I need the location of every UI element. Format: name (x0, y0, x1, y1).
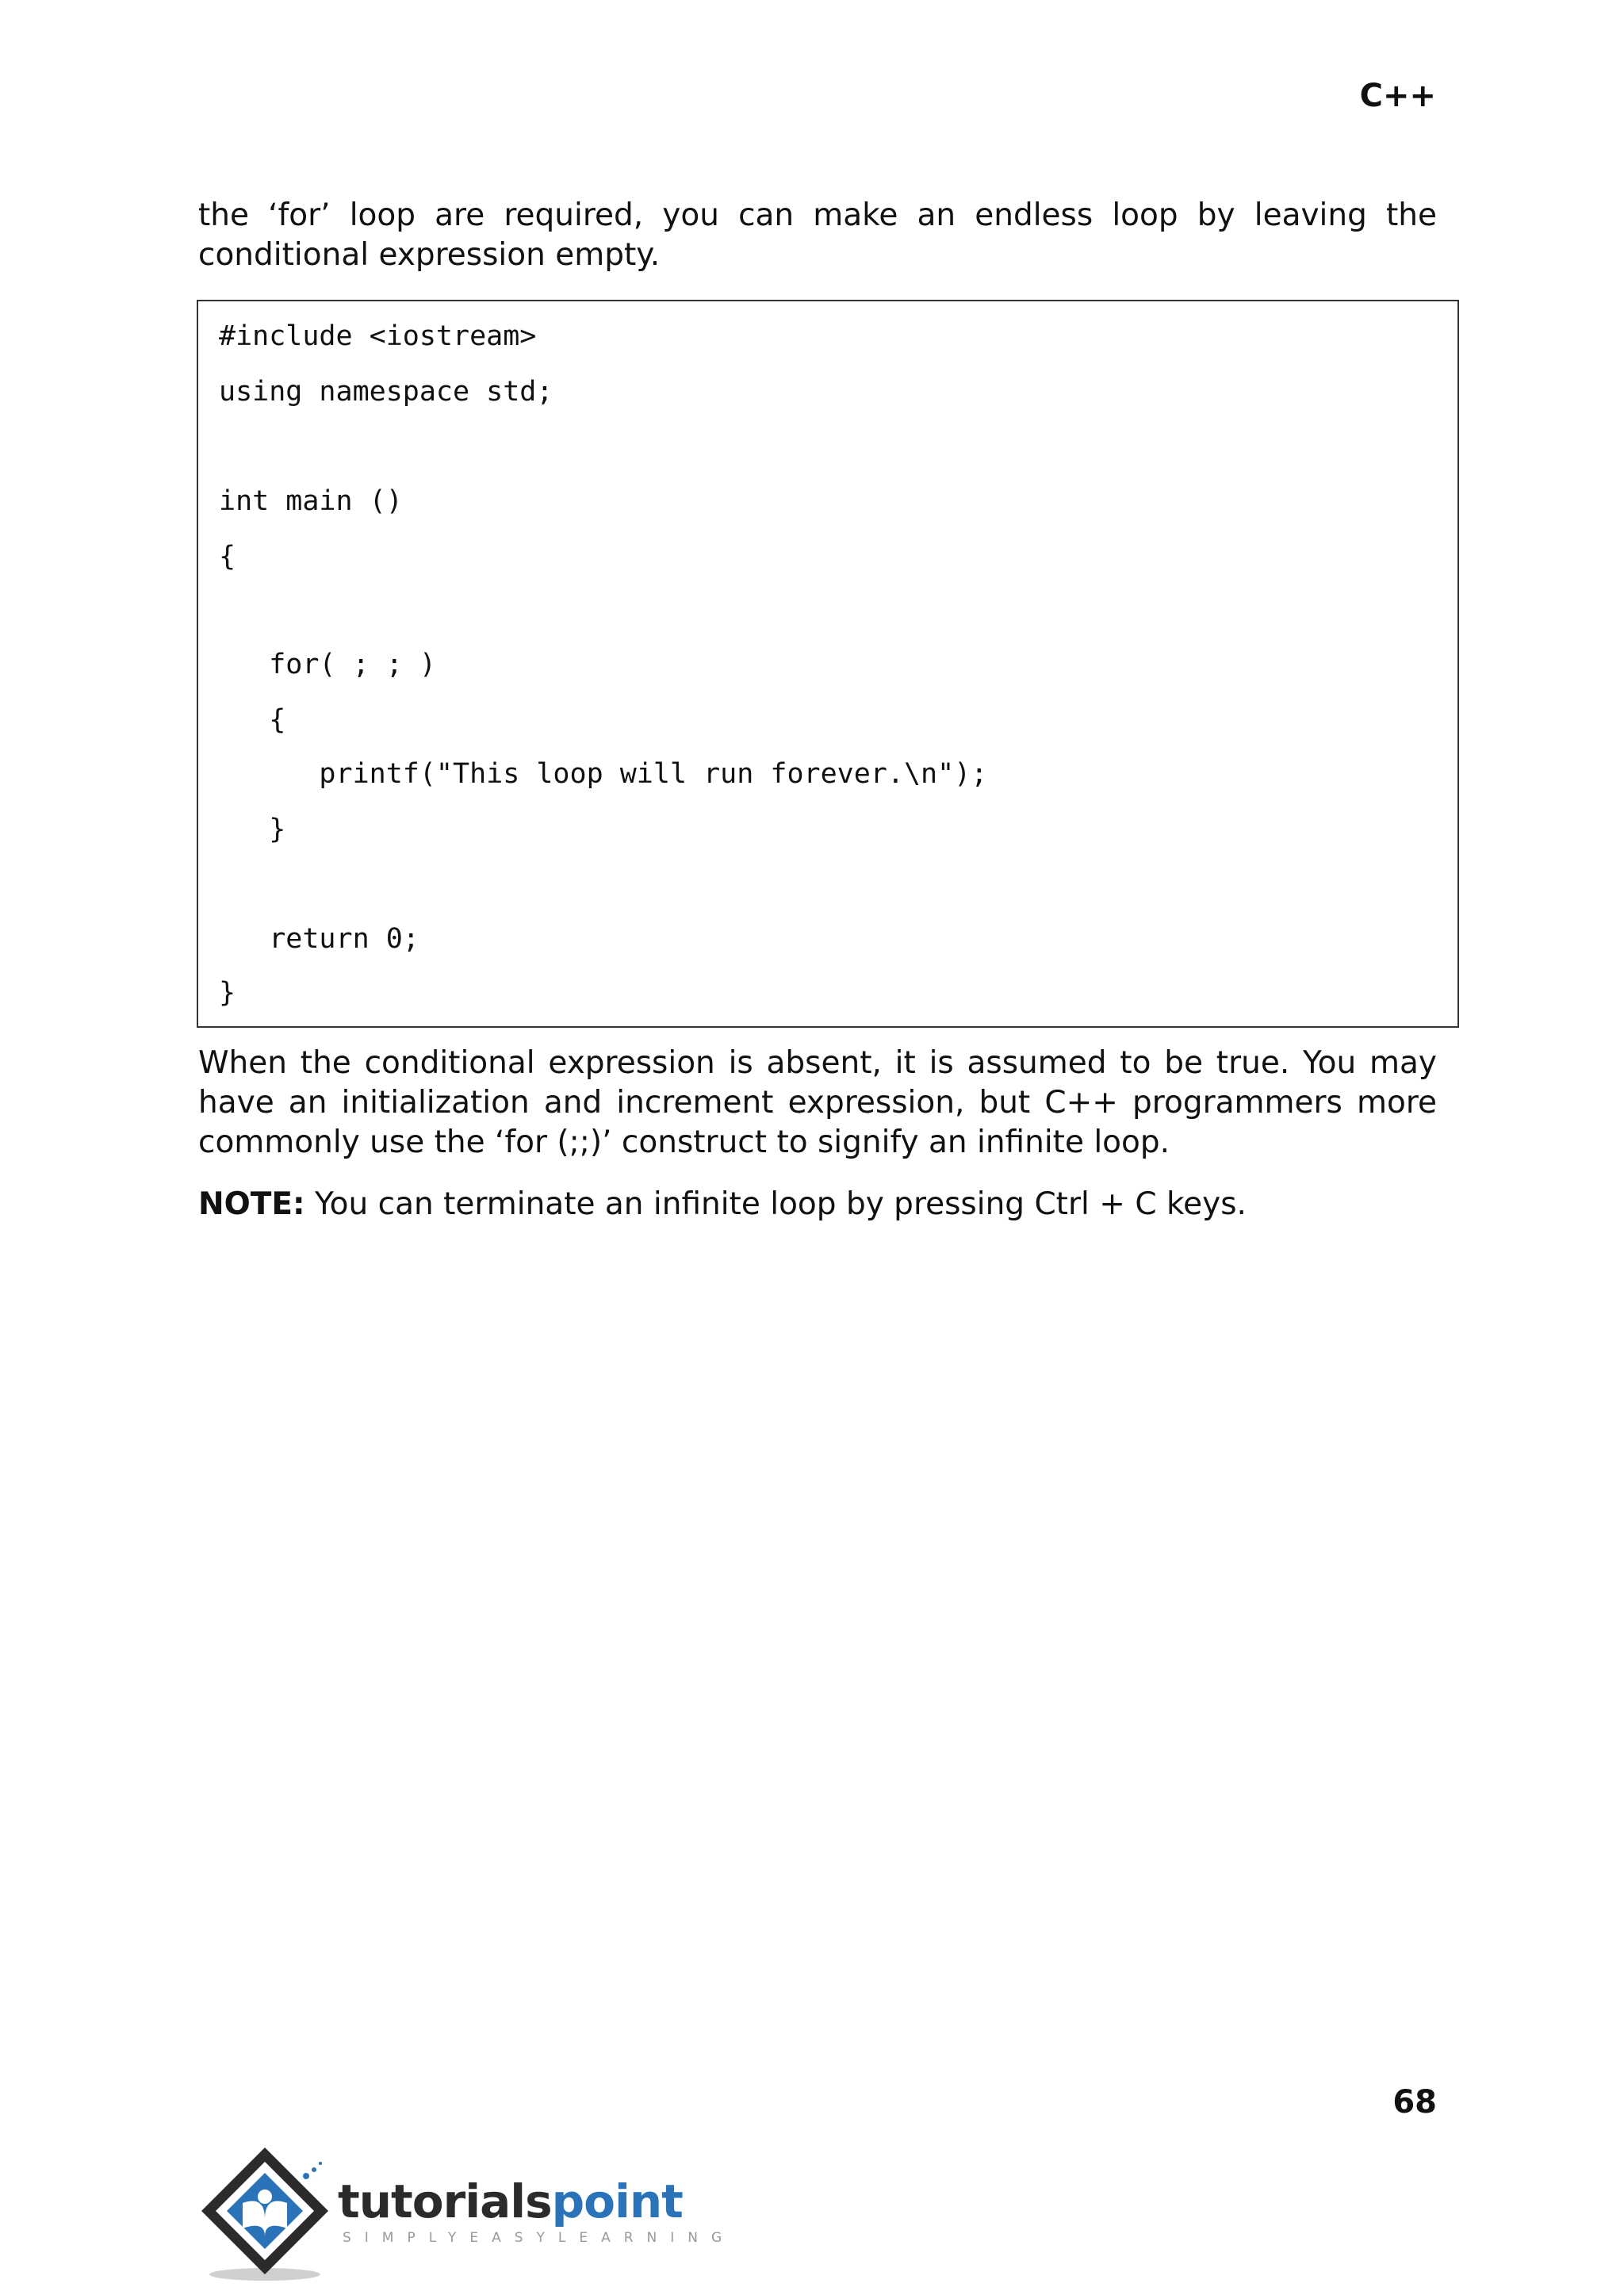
intro-paragraph: the ‘for’ loop are required, you can make an endless loop by leaving the conditional expression empty. (198, 197, 1437, 273)
note-text: You can terminate an infinite loop by pressing Ctrl + C keys. (304, 1186, 1247, 1222)
code-line: int main () (219, 485, 403, 517)
code-line: using namespace std; (219, 376, 553, 408)
code-line: } (219, 814, 286, 845)
note-paragraph (198, 1185, 1437, 1224)
logo-tagline: SIMPLYEASYLEARNING (343, 2230, 736, 2246)
page-number: 68 (1392, 2084, 1437, 2121)
tutorialspoint-logo (195, 2141, 736, 2284)
code-line: { (219, 541, 236, 573)
page-header-title: C++ (1359, 78, 1436, 114)
code-block (197, 300, 1459, 1028)
logo-word-point: point (551, 2174, 683, 2228)
code-line: printf("This loop will run forever.\n"); (219, 758, 988, 790)
code-line: { (219, 704, 286, 736)
logo-wordmark (338, 2174, 683, 2228)
code-line: #include <iostream> (219, 320, 537, 352)
explanation-paragraph: When the conditional expression is absent, it is assumed to be true. You may have an initialization and increment expression, but C++ programmers more commonly use the ‘for (;;)’ construct to signify an infinite loop. (198, 1045, 1437, 1160)
logo-word-tutorials: tutorials (338, 2174, 552, 2228)
code-line: for( ; ; ) (219, 649, 436, 680)
code-line: } (219, 977, 236, 1009)
note-label: NOTE: (198, 1186, 305, 1222)
code-line: return 0; (219, 923, 419, 955)
logo-emblem-icon (195, 2141, 338, 2284)
